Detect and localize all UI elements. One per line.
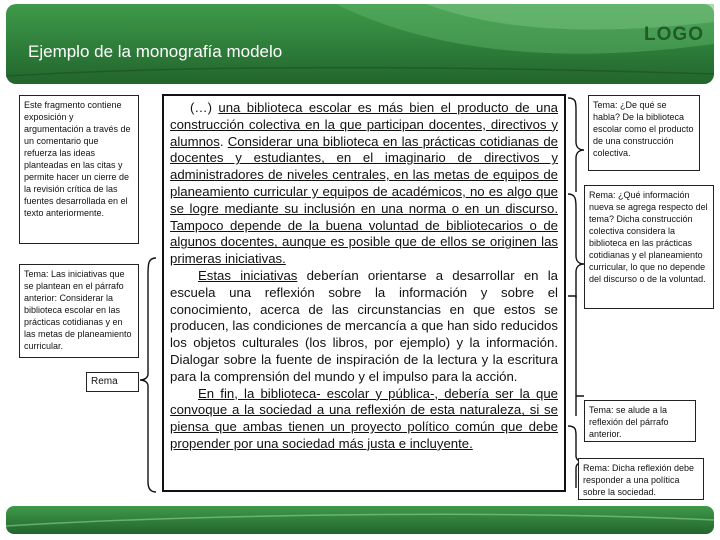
- paragraph-1: [170, 100, 558, 268]
- p1-period: .: [219, 133, 228, 149]
- paragraph-3: [170, 386, 558, 453]
- right-brace-lines: [566, 96, 586, 496]
- right-note-tema-1: Tema: ¿De qué se habla? De la biblioteca escolar como el producto de una construcción colectiva.: [588, 95, 700, 171]
- p3-closing-underlined: , si se piensa que ambas tienen un proyecto político común que debe propender por una sociedad más justa e incluyente.: [170, 402, 558, 451]
- slide-title: Ejemplo de la monografía modelo: [28, 42, 283, 61]
- left-note-exposition: Este fragmento contiene exposición y argumentación a través de un comentario que refuerza las ideas planteadas en las citas y permite hacer un cierre de la revisión crítica de las fuentes desarrollada en el texto anteriormente.: [19, 95, 139, 244]
- p1-thesis-underlined: una biblioteca escolar es más bien el producto de una construcción colectiva en la que participan docentes, directivos y alumnos: [170, 100, 558, 149]
- main-text-box: [162, 94, 566, 492]
- right-note-rema-1: Rema: ¿Qué información nueva se agrega respecto del tema? Dicha construcción colectiva considera la biblioteca en las prácticas cotidianas y el planeamiento curricular, lo que no depende del discurso o de la voluntad.: [584, 185, 714, 309]
- logo: LOGO: [644, 24, 704, 45]
- right-note-tema-2: Tema: se alude a la reflexión del párrafo anterior.: [584, 400, 696, 442]
- paragraph-2: [170, 268, 558, 386]
- right-note-rema-2: Rema: Dicha reflexión debe responder a una política sobre la sociedad.: [578, 458, 704, 500]
- p3-lead-underlined: En fin, la biblioteca- escolar y pública-, debería ser la que convoque a la sociedad a una reflexión de esta naturaleza: [170, 385, 558, 418]
- left-note-tema: Tema: Las iniciativas que se plantean en el párrafo anterior: Considerar la biblioteca escolar en las prácticas cotidianas y en las metas de planeamiento curricular.: [19, 264, 139, 358]
- p2-body: deberían orientarse a desarrollar en la escuela una reflexión sobre la información y sobre el conocimiento, acerca de las circunstancias en que estos se producen, las condiciones de mercancía a que han sido reducidos los objetos culturales (los libros, por ejemplo) y la información. Dialogar sobre la fuente de inspiración de la lectura y la escritura para la comprensión del mundo y el impulso para la acción.: [170, 267, 558, 384]
- left-brace-lines: [138, 256, 162, 496]
- title-banner: [6, 4, 714, 84]
- footer-bar: [6, 506, 714, 534]
- footer-swoosh-decoration: [6, 506, 714, 534]
- p1-development-underlined: Considerar una biblioteca en las prácticas cotidianas de docentes y estudiantes, en el imaginario de directivos y administradores de niveles centrales, en las metas de equipos de planeamiento curricular y equipos de académicos, no es algo que se logre mediante su inclusión en una norma o en un discurso. Tampoco depende de la buena voluntad de bibliotecarios o de algunos docentes, aunque es posible que de ellos se originen las primeras iniciativas.: [170, 133, 559, 267]
- left-note-rema: Rema: [86, 372, 139, 392]
- p1-ellipsis: (…): [190, 100, 219, 115]
- p2-lead-underlined: Estas iniciativas: [198, 267, 298, 283]
